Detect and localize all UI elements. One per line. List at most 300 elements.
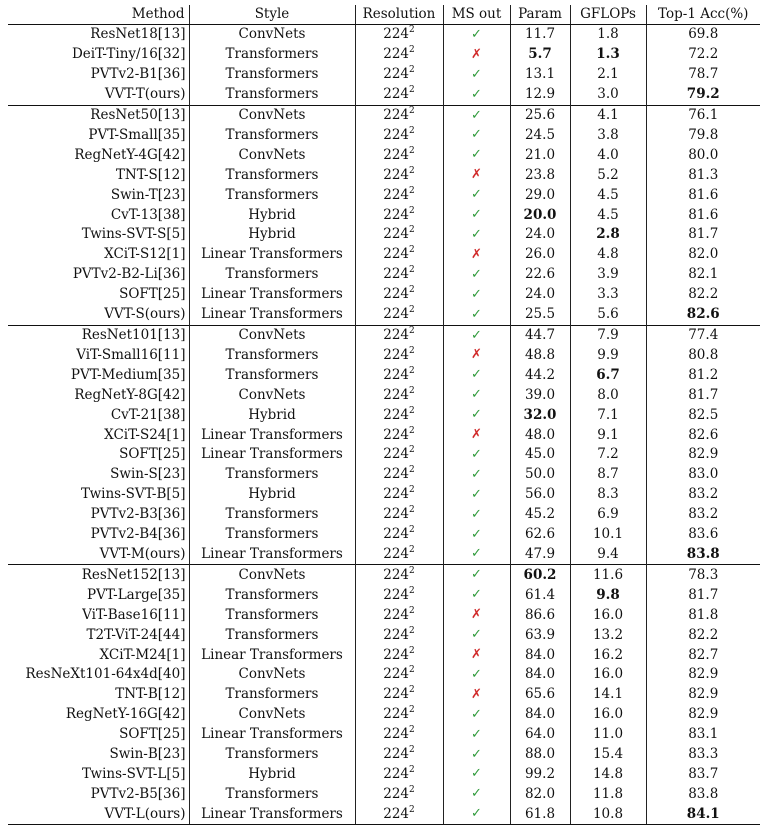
acc-cell: 84.1 (646, 804, 760, 824)
acc-cell: 78.7 (646, 65, 760, 85)
style-cell: Linear Transformers (189, 544, 355, 564)
table-row (8, 185, 760, 205)
resolution-value: 224 (383, 246, 410, 263)
resolution-value: 224 (383, 126, 410, 143)
ms-out-cell (443, 544, 510, 564)
style-cell: Hybrid (189, 764, 355, 784)
resolution-value: 224 (383, 686, 410, 703)
checkmark-icon: ✓ (471, 407, 482, 423)
gflops-cell: 14.8 (570, 764, 646, 784)
acc-cell: 69.8 (646, 24, 760, 44)
method-cell: Swin-B[23] (109, 746, 186, 763)
resolution-cell (355, 804, 443, 824)
resolution-exponent: 2 (409, 45, 415, 56)
resolution-cell (355, 465, 443, 485)
gflops-cell: 9.9 (570, 345, 646, 365)
table-row (8, 285, 760, 305)
param-cell: 48.8 (510, 345, 570, 365)
style-cell: ConvNets (189, 105, 355, 125)
acc-cell: 83.2 (646, 505, 760, 525)
ms-out-cell (443, 385, 510, 405)
checkmark-icon: ✓ (471, 266, 482, 282)
header-row (8, 5, 760, 24)
ms-out-cell (443, 745, 510, 765)
table-row (8, 125, 760, 145)
acc-cell: 81.6 (646, 185, 760, 205)
resolution-exponent: 2 (409, 185, 415, 196)
resolution-exponent: 2 (409, 465, 415, 476)
param-cell: 23.8 (510, 165, 570, 185)
acc-cell: 79.2 (646, 85, 760, 105)
resolution-cell (355, 445, 443, 465)
gflops-cell: 16.0 (570, 605, 646, 625)
ms-out-cell (443, 784, 510, 804)
style-cell: Hybrid (189, 225, 355, 245)
gflops-cell: 5.2 (570, 165, 646, 185)
style-cell: Transformers (189, 65, 355, 85)
resolution-exponent: 2 (409, 425, 415, 436)
method-cell: Swin-T[23] (110, 186, 186, 203)
style-cell: Transformers (189, 505, 355, 525)
style-cell: Transformers (189, 165, 355, 185)
method-cell: PVTv2-B2-Li[36] (72, 266, 186, 283)
param-cell: 12.9 (510, 85, 570, 105)
ms-out-cell (443, 105, 510, 125)
method-cell: CvT-13[38] (110, 206, 186, 223)
method-cell: RegNetY-16G[42] (65, 706, 186, 723)
resolution-cell (355, 185, 443, 205)
style-cell: ConvNets (189, 145, 355, 165)
resolution-cell (355, 205, 443, 225)
header-gflops: GFLOPs (570, 5, 646, 24)
gflops-cell: 7.1 (570, 405, 646, 425)
checkmark-icon: ✓ (471, 506, 482, 522)
acc-cell: 76.1 (646, 105, 760, 125)
style-cell: Transformers (189, 185, 355, 205)
resolution-value: 224 (383, 545, 410, 562)
resolution-cell (355, 645, 443, 665)
header-style: Style (189, 5, 355, 24)
table-row (8, 265, 760, 285)
acc-cell: 82.9 (646, 665, 760, 685)
param-cell: 45.2 (510, 505, 570, 525)
param-cell: 5.7 (510, 45, 570, 65)
table-body (8, 24, 760, 824)
resolution-value: 224 (383, 446, 410, 463)
ms-out-cell (443, 185, 510, 205)
resolution-exponent: 2 (409, 605, 415, 616)
acc-cell: 83.8 (646, 544, 760, 564)
resolution-value: 224 (383, 406, 410, 423)
table-row (8, 245, 760, 265)
table-row (8, 405, 760, 425)
style-cell: Transformers (189, 365, 355, 385)
resolution-value: 224 (383, 646, 410, 663)
cross-icon: ✗ (471, 347, 482, 363)
ms-out-cell (443, 485, 510, 505)
table-row (8, 365, 760, 385)
resolution-value: 224 (383, 226, 410, 243)
checkmark-icon: ✓ (471, 546, 482, 562)
checkmark-icon: ✓ (471, 387, 482, 403)
param-cell: 29.0 (510, 185, 570, 205)
param-cell: 65.6 (510, 685, 570, 705)
checkmark-icon: ✓ (471, 107, 482, 123)
style-cell: Linear Transformers (189, 645, 355, 665)
resolution-cell (355, 265, 443, 285)
param-cell: 61.4 (510, 585, 570, 605)
method-cell: RegNetY-4G[42] (74, 146, 186, 163)
gflops-cell: 11.0 (570, 725, 646, 745)
ms-out-cell (443, 445, 510, 465)
ms-out-cell (443, 45, 510, 65)
method-cell: PVTv2-B4[36] (90, 526, 186, 543)
ms-out-cell (443, 665, 510, 685)
resolution-cell (355, 65, 443, 85)
resolution-exponent: 2 (409, 705, 415, 716)
checkmark-icon: ✓ (471, 306, 482, 322)
ms-out-cell (443, 625, 510, 645)
resolution-cell (355, 585, 443, 605)
gflops-cell: 3.3 (570, 285, 646, 305)
resolution-exponent: 2 (409, 725, 415, 736)
gflops-cell: 5.6 (570, 305, 646, 325)
ms-out-cell (443, 165, 510, 185)
checkmark-icon: ✓ (471, 127, 482, 143)
style-cell: Transformers (189, 585, 355, 605)
method-cell: ViT-Small16[11] (76, 346, 186, 363)
method-cell: VVT-S(ours) (104, 306, 186, 323)
method-cell: ResNet101[13] (8, 325, 189, 345)
param-cell: 13.1 (510, 65, 570, 85)
table-row (8, 145, 760, 165)
param-cell: 21.0 (510, 145, 570, 165)
results-table (8, 5, 760, 825)
resolution-cell (355, 505, 443, 525)
gflops-cell: 3.9 (570, 265, 646, 285)
param-cell: 88.0 (510, 745, 570, 765)
style-cell: Transformers (189, 605, 355, 625)
resolution-exponent: 2 (409, 445, 415, 456)
resolution-value: 224 (383, 366, 410, 383)
acc-cell: 80.8 (646, 345, 760, 365)
acc-cell: 79.8 (646, 125, 760, 145)
param-cell: 62.6 (510, 525, 570, 545)
table-row (8, 764, 760, 784)
cross-icon: ✗ (471, 167, 482, 183)
resolution-cell (355, 305, 443, 325)
resolution-value: 224 (383, 805, 410, 822)
table-row (8, 65, 760, 85)
ms-out-cell (443, 125, 510, 145)
gflops-cell: 1.3 (570, 45, 646, 65)
table-row (8, 485, 760, 505)
ms-out-cell (443, 585, 510, 605)
method-cell: Twins-SVT-B[5] (81, 486, 186, 503)
param-cell: 56.0 (510, 485, 570, 505)
resolution-cell (355, 145, 443, 165)
resolution-exponent: 2 (409, 165, 415, 176)
resolution-cell (355, 345, 443, 365)
resolution-cell (355, 245, 443, 265)
acc-cell: 81.7 (646, 385, 760, 405)
table-row (8, 745, 760, 765)
param-cell: 64.0 (510, 725, 570, 745)
acc-cell: 82.7 (646, 645, 760, 665)
gflops-cell: 4.5 (570, 205, 646, 225)
resolution-value: 224 (383, 486, 410, 503)
resolution-cell (355, 745, 443, 765)
ms-out-cell (443, 65, 510, 85)
table-row (8, 625, 760, 645)
acc-cell: 83.0 (646, 465, 760, 485)
cross-icon: ✗ (471, 607, 482, 623)
resolution-exponent: 2 (409, 106, 415, 117)
gflops-cell: 11.8 (570, 784, 646, 804)
table-row (8, 565, 760, 585)
checkmark-icon: ✓ (471, 766, 482, 782)
acc-cell: 78.3 (646, 565, 760, 585)
checkmark-icon: ✓ (471, 26, 482, 42)
checkmark-icon: ✓ (471, 726, 482, 742)
cross-icon: ✗ (471, 686, 482, 702)
method-cell: SOFT[25] (119, 446, 186, 463)
style-cell: Transformers (189, 784, 355, 804)
param-cell: 45.0 (510, 445, 570, 465)
resolution-exponent: 2 (409, 525, 415, 536)
checkmark-icon: ✓ (471, 567, 482, 583)
table-row (8, 165, 760, 185)
table-row (8, 784, 760, 804)
gflops-cell: 9.4 (570, 544, 646, 564)
resolution-exponent: 2 (409, 65, 415, 76)
gflops-cell: 2.1 (570, 65, 646, 85)
resolution-exponent: 2 (409, 405, 415, 416)
acc-cell: 81.6 (646, 205, 760, 225)
param-cell: 24.5 (510, 125, 570, 145)
param-cell: 84.0 (510, 705, 570, 725)
style-cell: Linear Transformers (189, 285, 355, 305)
style-cell: Linear Transformers (189, 804, 355, 824)
resolution-cell (355, 325, 443, 345)
param-cell: 39.0 (510, 385, 570, 405)
ms-out-cell (443, 405, 510, 425)
resolution-value: 224 (383, 306, 410, 323)
gflops-cell: 6.9 (570, 505, 646, 525)
header-resolution: Resolution (355, 5, 443, 24)
table-row (8, 425, 760, 445)
style-cell: Transformers (189, 465, 355, 485)
style-cell: Hybrid (189, 205, 355, 225)
table-row (8, 725, 760, 745)
acc-cell: 82.6 (646, 425, 760, 445)
gflops-cell: 4.1 (570, 105, 646, 125)
resolution-cell (355, 665, 443, 685)
resolution-value: 224 (383, 107, 410, 124)
resolution-cell (355, 425, 443, 445)
style-cell: ConvNets (189, 705, 355, 725)
resolution-cell (355, 544, 443, 564)
param-cell: 32.0 (510, 405, 570, 425)
style-cell: Transformers (189, 745, 355, 765)
resolution-cell (355, 285, 443, 305)
method-cell: ResNet152[13] (8, 565, 189, 585)
table-row (8, 24, 760, 44)
table-row (8, 705, 760, 725)
style-cell: ConvNets (189, 565, 355, 585)
param-cell: 86.6 (510, 605, 570, 625)
checkmark-icon: ✓ (471, 147, 482, 163)
method-cell: XCiT-S12[1] (104, 246, 186, 263)
resolution-value: 224 (383, 765, 410, 782)
param-cell: 61.8 (510, 804, 570, 824)
ms-out-cell (443, 685, 510, 705)
resolution-value: 224 (383, 506, 410, 523)
resolution-exponent: 2 (409, 365, 415, 376)
resolution-exponent: 2 (409, 745, 415, 756)
gflops-cell: 9.1 (570, 425, 646, 445)
resolution-exponent: 2 (409, 125, 415, 136)
checkmark-icon: ✓ (471, 367, 482, 383)
method-cell: VVT-T(ours) (104, 86, 186, 103)
gflops-cell: 11.6 (570, 565, 646, 585)
checkmark-icon: ✓ (471, 526, 482, 542)
method-cell: PVTv2-B1[36] (90, 66, 186, 83)
style-cell: Linear Transformers (189, 425, 355, 445)
acc-cell: 82.5 (646, 405, 760, 425)
resolution-value: 224 (383, 626, 410, 643)
gflops-cell: 15.4 (570, 745, 646, 765)
gflops-cell: 8.7 (570, 465, 646, 485)
method-cell: PVT-Large[35] (87, 586, 186, 603)
method-cell: SOFT[25] (119, 286, 186, 303)
gflops-cell: 7.2 (570, 445, 646, 465)
acc-cell: 82.9 (646, 685, 760, 705)
table-row (8, 445, 760, 465)
checkmark-icon: ✓ (471, 706, 482, 722)
style-cell: Transformers (189, 125, 355, 145)
acc-cell: 81.7 (646, 585, 760, 605)
table-row (8, 205, 760, 225)
resolution-exponent: 2 (409, 665, 415, 676)
acc-cell: 82.9 (646, 445, 760, 465)
table-row (8, 85, 760, 105)
resolution-value: 224 (383, 466, 410, 483)
resolution-exponent: 2 (409, 685, 415, 696)
acc-cell: 82.2 (646, 625, 760, 645)
resolution-cell (355, 625, 443, 645)
checkmark-icon: ✓ (471, 286, 482, 302)
ms-out-cell (443, 245, 510, 265)
resolution-cell (355, 365, 443, 385)
resolution-value: 224 (383, 785, 410, 802)
resolution-exponent: 2 (409, 205, 415, 216)
style-cell: Transformers (189, 85, 355, 105)
cross-icon: ✗ (471, 427, 482, 443)
table-row (8, 305, 760, 325)
acc-cell: 82.6 (646, 305, 760, 325)
param-cell: 48.0 (510, 425, 570, 445)
table-row (8, 544, 760, 564)
resolution-value: 224 (383, 346, 410, 363)
method-cell: TNT-B[12] (115, 686, 186, 703)
acc-cell: 77.4 (646, 325, 760, 345)
method-cell: DeiT-Tiny/16[32] (71, 46, 186, 63)
ms-out-cell (443, 345, 510, 365)
param-cell: 11.7 (510, 24, 570, 44)
param-cell: 24.0 (510, 225, 570, 245)
resolution-cell (355, 525, 443, 545)
resolution-exponent: 2 (409, 784, 415, 795)
style-cell: Linear Transformers (189, 245, 355, 265)
ms-out-cell (443, 565, 510, 585)
param-cell: 25.6 (510, 105, 570, 125)
resolution-cell (355, 405, 443, 425)
param-cell: 84.0 (510, 665, 570, 685)
ms-out-cell (443, 285, 510, 305)
method-cell: XCiT-S24[1] (104, 426, 186, 443)
param-cell: 26.0 (510, 245, 570, 265)
resolution-cell (355, 685, 443, 705)
checkmark-icon: ✓ (471, 786, 482, 802)
resolution-value: 224 (383, 586, 410, 603)
resolution-value: 224 (383, 746, 410, 763)
style-cell: ConvNets (189, 24, 355, 44)
resolution-value: 224 (383, 206, 410, 223)
checkmark-icon: ✓ (471, 466, 482, 482)
resolution-exponent: 2 (409, 764, 415, 775)
ms-out-cell (443, 325, 510, 345)
param-cell: 60.2 (510, 565, 570, 585)
ms-out-cell (443, 365, 510, 385)
gflops-cell: 16.2 (570, 645, 646, 665)
ms-out-cell (443, 465, 510, 485)
table-row (8, 665, 760, 685)
ms-out-cell (443, 804, 510, 824)
resolution-value: 224 (383, 566, 410, 583)
gflops-cell: 8.3 (570, 485, 646, 505)
cross-icon: ✗ (471, 647, 482, 662)
checkmark-icon: ✓ (471, 627, 482, 643)
style-cell: Transformers (189, 345, 355, 365)
ms-out-cell (443, 225, 510, 245)
resolution-value: 224 (383, 706, 410, 723)
acc-cell: 80.0 (646, 145, 760, 165)
resolution-value: 224 (383, 526, 410, 543)
gflops-cell: 9.8 (570, 585, 646, 605)
table-row (8, 385, 760, 405)
resolution-exponent: 2 (409, 285, 415, 296)
acc-cell: 81.3 (646, 165, 760, 185)
checkmark-icon: ✓ (471, 587, 482, 603)
style-cell: ConvNets (189, 385, 355, 405)
param-cell: 22.6 (510, 265, 570, 285)
resolution-cell (355, 385, 443, 405)
ms-out-cell (443, 205, 510, 225)
acc-cell: 83.6 (646, 525, 760, 545)
ms-out-cell (443, 24, 510, 44)
resolution-exponent: 2 (409, 804, 415, 815)
header-acc: Top-1 Acc(%) (646, 5, 760, 24)
param-cell: 63.9 (510, 625, 570, 645)
method-cell: XCiT-M24[1] (99, 646, 186, 663)
resolution-exponent: 2 (409, 225, 415, 236)
resolution-exponent: 2 (409, 385, 415, 396)
table-row (8, 325, 760, 345)
style-cell: Linear Transformers (189, 725, 355, 745)
style-cell: Transformers (189, 45, 355, 65)
method-cell: CvT-21[38] (110, 406, 186, 423)
